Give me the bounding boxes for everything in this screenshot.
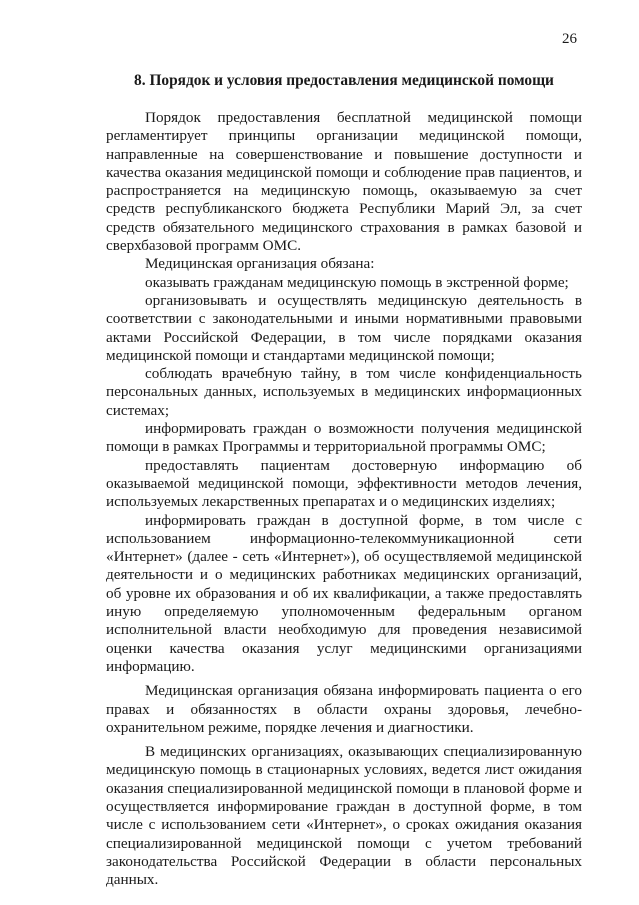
paragraph-obligation-inform-program: информировать граждан о возможности получения медицинской помощи в рамках Программы и территориальной программы ОМС; [106,420,582,456]
paragraph-obligation-emergency: оказывать гражданам медицинскую помощь в экстренной форме; [145,273,569,291]
paragraph-obligations-lead: Медицинская организация обязана: [145,255,375,273]
paragraph-waiting-list: В медицинских организациях, оказывающих специализированную медицинскую помощь в стационарных условиях, ведется лист ожидания оказания специализированной медицинской помощи в плановой форме и осуществляется информирование граждан в доступной форме, в том числе с использованием сети «Интернет», о сроках ожидания оказания специализированной медицинской помощи с учетом требований законодательства Российской Федерации в области персональных данных. [106,743,582,889]
paragraph-obligation-internet-info: информировать граждан в доступной форме, в том числе с использованием информационно-телекоммуникационной сети «Интернет» (далее - сеть «Интернет»), об осуществляемой медицинской деятельности и о медицинских работниках медицинских организаций, об уровне их образования и об их квалификации, а также предоставлять иную определяемую уполномоченным федеральным органом исполнительной власти необходимую для проведения независимой оценки качества оказания услуг медицинскими организациями информацию. [106,511,582,675]
paragraph-obligation-reliable-info: предоставлять пациентам достоверную информацию об оказываемой медицинской помощи, эффективности методов лечения, используемых лекарственных препаратах и о медицинских изделиях; [106,456,582,511]
section-heading: 8. Порядок и условия предоставления медицинской помощи [134,72,554,89]
paragraph-patient-rights: Медицинская организация обязана информировать пациента о его правах и обязанностях в области охраны здоровья, лечебно-охранительном режиме, порядке лечения и диагностики. [106,682,582,736]
page-number: 26 [562,31,577,47]
paragraph-obligation-confidentiality: соблюдать врачебную тайну, в том числе конфиденциальность персональных данных, используемых в медицинских информационных системах; [106,365,582,419]
paragraph-obligation-organize: организовывать и осуществлять медицинскую деятельность в соответствии с законодательными и иными нормативными правовыми актами Российской Федерации, в том числе порядками оказания медицинской помощи и стандартами медицинской помощи; [106,291,582,364]
paragraph-intro: Порядок предоставления бесплатной медицинской помощи регламентирует принципы организации медицинской помощи, направленные на совершенствование и повышение доступности и качества оказания медицинской помощи и соблюдение прав пациентов, и распространяется на медицинскую помощь, оказываемую за счет средств республиканского бюджета Республики Марий Эл, за счет средств обязательного медицинского страхования в рамках базовой и сверхбазовой программ ОМС. [106,109,582,255]
document-body [106,109,582,889]
